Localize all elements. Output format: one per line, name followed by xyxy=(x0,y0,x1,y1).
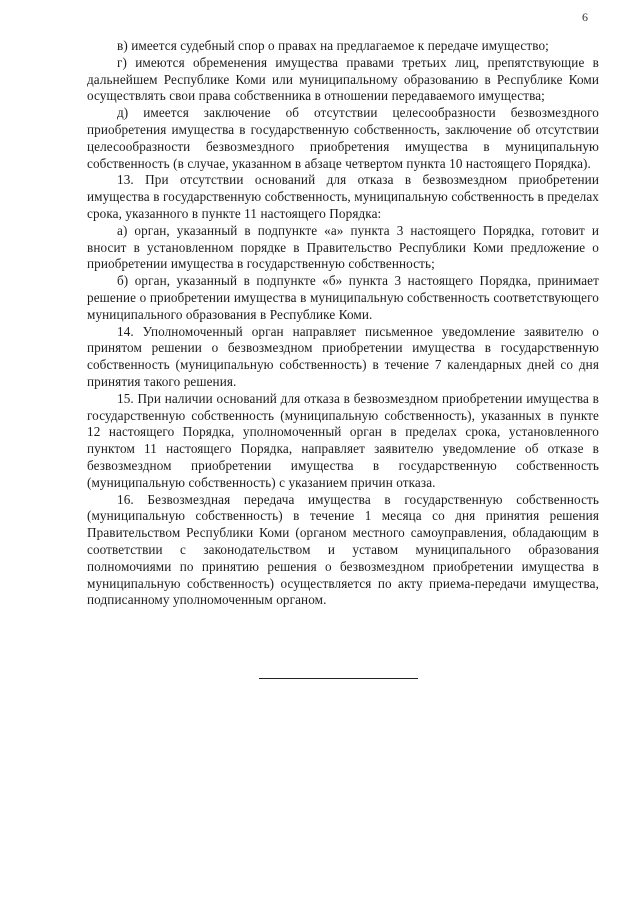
paragraph-13-subitem-b: б) орган, указанный в подпункте «б» пункта 3 настоящего Порядка, принимает решение о приобретении имущества в муниципальную собственность соответствующего муниципального образования в Республике Коми. xyxy=(87,273,599,322)
paragraph-15: 15. При наличии оснований для отказа в безвозмездном приобретении имущества в государственную собственность (муниципальную собственность), указанных в пункте 12 настоящего Порядка, уполномоченный орган в пределах срока, установленного пунктом 11 настоящего Порядка, направляет заявителю уведомление об отказе в безвозмездном приобретении имущества в государственную собственность (муниципальную собственность) с указанием причин отказа. xyxy=(87,390,599,490)
paragraph-14: 14. Уполномоченный орган направляет письменное уведомление заявителю о принятом решении о безвозмездном приобретении имущества в государственную собственность (муниципальную собственность) в течение 7 календарных дней со дня принятия такого решения. xyxy=(87,323,599,389)
end-divider xyxy=(259,678,418,679)
paragraph-subitem-g: г) имеются обременения имущества правами третьих лиц, препятствующие в дальнейшем Республике Коми или муниципальному образованию в Республике Коми осуществлять свои права собственника в отношении передаваемого имущества; xyxy=(87,54,599,104)
document-body xyxy=(87,38,599,609)
paragraph-13: 13. При отсутствии оснований для отказа в безвозмездном приобретении имущества в государственную собственность, муниципальную собственность в пределах срока, указанного в пункте 11 настоящего Порядка: xyxy=(87,172,599,221)
paragraph-subitem-d: д) имеется заключение об отсутствии целесообразности безвозмездного приобретения имущества в государственную собственность, заключение об отсутствии целесообразности безвозмездного приобретения имущества в муниципальную собственность (в случае, указанном в абзаце четвертом пункта 10 настоящего Порядка). xyxy=(87,105,599,171)
page-number: 6 xyxy=(582,10,588,24)
paragraph-13-subitem-a: а) орган, указанный в подпункте «а» пункта 3 настоящего Порядка, готовит и вносит в установленном порядке в Правительство Республики Коми предложение о приобретении имущества в государственную собственность; xyxy=(87,222,599,272)
paragraph-16: 16. Безвозмездная передача имущества в государственную собственность (муниципальную собственность) в течение 1 месяца со дня принятия решения Правительством Республики Коми (органом местного самоуправления, обладающим в соответствии с законодательством и уставом муниципального образования полномочиями по принятию решения о безвозмездном приобретении имущества в муниципальную собственность) осуществляется по акту приема-передачи имущества, подписанному уполномоченным органом. xyxy=(87,491,599,608)
paragraph-subitem-v: в) имеется судебный спор о правах на предлагаемое к передаче имущество; xyxy=(117,38,549,53)
